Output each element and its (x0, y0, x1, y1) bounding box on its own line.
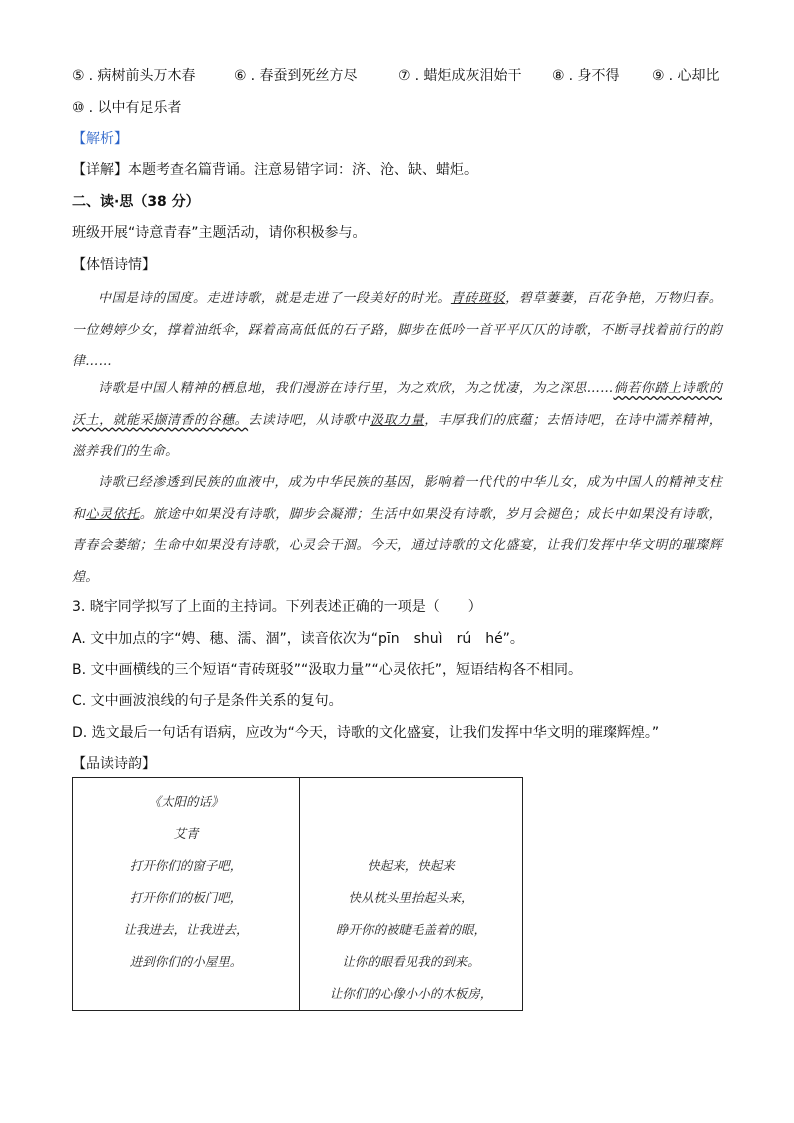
answer-item-7: ⑦ . 蜡炬成灰泪始干 (398, 68, 522, 84)
poem-line: 快起来，快起来 (367, 858, 455, 873)
option-c: C. 文中画波浪线的句子是条件关系的复句。 (72, 693, 343, 709)
poem-line: 进到你们的小屋里。 (129, 954, 243, 969)
poem-table (72, 777, 523, 1011)
passage-paragraph-3: 诗歌已经渗透到民族的血液中，成为中华民族的基因，影响着一代代的中华儿女，成为中国人的精神支柱和心灵依托。旅途中如果没有诗歌，脚步会凝滞；生活中如果没有诗歌，岁月会褪色；成长中如果没有诗歌，青春会萎缩；生命中如果没有诗歌，心灵会干涸。今天，通过诗歌的文化盛宴，让我们发挥中华文明的璀璨辉煌。 (72, 475, 722, 585)
option-b: B. 文中画横线的三个短语“青砖斑驳”“汲取力量”“心灵依托”，短语结构各不相同。 (72, 662, 583, 678)
question-stem: 3. 晓宇同学拟写了上面的主持词。下列表述正确的一项是（ ） (72, 599, 482, 615)
underlined-phrase-xinling: 心灵依托 (85, 506, 140, 522)
detail-text: 本题考查名篇背诵。注意易错字词：济、沧、缺、蜡炬。 (128, 162, 478, 178)
wavy-sentence: 倘若你踏上诗歌的沃土，就能采撷清香的谷穗。 (72, 381, 722, 428)
passage-paragraph-1: 中国是诗的国度。走进诗歌，就是走进了一段美好的时光。青砖斑驳，碧草萋萋，百花争艳，万物归春。一位娉婷少女，撑着油纸伞，踩着高高低低的石子路，脚步在低吟一首平平仄仄的诗歌，不断寻找着前行的韵律…… (72, 291, 722, 369)
answer-item-6: ⑥ . 春蚕到死丝方尽 (234, 68, 358, 84)
answer-item-9: ⑨ . 心却比 (652, 68, 720, 84)
underlined-phrase-jiqu: 汲取力量 (370, 412, 425, 428)
analysis-label: 【解析】 (72, 131, 128, 147)
poem-line: 让我进去，让我进去， (123, 922, 249, 937)
answer-item-5: ⑤ . 病树前头万木春 (72, 68, 196, 84)
option-d: D. 选文最后一句话有语病，应改为“今天，诗歌的文化盛宴，让我们发挥中华文明的璀璨辉煌。” (72, 725, 660, 741)
poem-line: 快从枕头里抬起头来， (348, 890, 474, 905)
sub-heading-pindu: 【品读诗韵】 (72, 756, 156, 772)
sub-heading-tiwu: 【体悟诗情】 (72, 257, 156, 273)
poem-left-cell (73, 778, 300, 1011)
poem-line: 打开你们的窗子吧， (129, 858, 243, 873)
answer-item-8: ⑧ . 身不得 (552, 68, 620, 84)
poem-line: 让你的眼看见我的到来。 (342, 954, 480, 969)
activity-intro: 班级开展“诗意青春”主题活动，请你积极参与。 (72, 225, 367, 241)
passage-paragraph-2: 诗歌是中国人精神的栖息地，我们漫游在诗行里，为之欢欣，为之忧凄，为之深思……倘若你踏上诗歌的沃土，就能采撷清香的谷穗。去读诗吧，从诗歌中汲取力量，丰厚我们的底蕴；去悟诗吧，在诗中濡养精神，滋养我们的生命。 (72, 381, 722, 459)
poem-author: 艾青 (173, 826, 199, 841)
poem-line: 让你们的心像小小的木板房， (329, 986, 493, 1001)
option-a: A. 文中加点的字“娉、穗、濡、涸”，读音依次为“pīn shuì rú hé”。 (72, 631, 524, 647)
detail-line (72, 160, 478, 180)
underlined-phrase-qingzhuan: 青砖斑驳 (450, 291, 506, 306)
poem-right-cell (300, 778, 523, 1011)
section-title: 二、读·思（38 分） (72, 194, 200, 210)
answer-row-2: ⑩ . 以中有足乐者 (72, 100, 182, 116)
detail-label: 【详解】 (72, 162, 128, 178)
answer-row-1 (72, 66, 732, 86)
poem-line: 睁开你的被睫毛盖着的眼， (335, 922, 486, 937)
poem-title: 《太阳的话》 (148, 794, 224, 809)
poem-line: 打开你们的板门吧， (129, 890, 243, 905)
